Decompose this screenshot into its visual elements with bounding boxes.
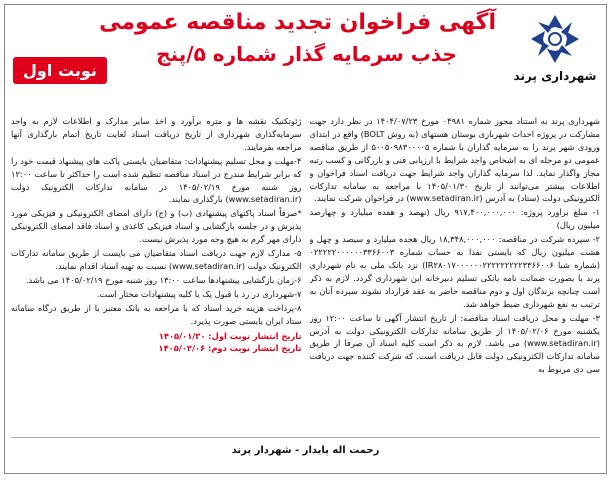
- item-2-deposit: ۲- سپرده شرکت در مناقصه: ۱۸,۳۴۸,۰۰۰,۰۰۰ ریال هجده میلیارد و سیصد و چهل و هشت میلیون ریال که بایستی نقدا به حساب شماره ۰۲۲۲۲۲۰۰۰۰۰۰۳۳۶۶۰۰۳ (شماره شبا IR۲۸۰۱۷۰۰۰۰۰۰۲۲۲۲۲۲۲۲۲۳۳۶۶۰۰۶) نزد بانک ملی به نام شهرداری پرند یا بصورت ضمانت نامه بانکی تسلیم دبیرخانه این شهرداری گردد. لازم به ذکر است چنانچه برندگان اول و دوم مناقصه حاضر به عقد قرارداد نشوند سپرده آنان به ترتیب به نفع شهرداری ضبط خواهد شد.: [309, 234, 600, 309]
- notice-title: [99, 7, 496, 69]
- notice-page: [4, 4, 607, 474]
- item-7-rights: ۷-شهرداری در رد یا قبول یک یا کلیه پیشنهادات مختار است.: [96, 288, 302, 299]
- footer-signature: رحمت اله پایدار - شهردار پرند: [231, 445, 380, 456]
- title-line-2: جذب سرمایه گذار شماره ۵/پنج: [156, 42, 457, 66]
- title-line-1: آگهی فراخوان تجدید مناقصه عمومی: [99, 10, 496, 35]
- publication-dates: [11, 330, 302, 356]
- first-publication-date: تاریخ انتشار نوبت اول: ۱۴۰۵/۰۱/۳۰: [158, 330, 302, 341]
- item-4-submission: ۴-مهلت و محل تسلیم پیشنهادات: متقاضیان بایستی پاکت های پیشنهاد قیمت خود را که برابر شرایط مندرج در اسناد مناقصه تنظیم شده است را حداکثر تا ساعت ۱۲:۰۰ روز شنبه مورخ ۱۴۰۵/۰۲/۱۹ در سامانه تدارکات الکترونیک دولت (www.setadiran.ir) بارگذاری نمایند.: [11, 155, 302, 205]
- header: [5, 5, 606, 109]
- item-6-opening: ۶-زمان بازگشایی پیشنهادها ساعت ۱۳:۰۰ روز شنبه مورخ ۱۴۰۵/۰۲/۱۹ می باشد.: [25, 274, 302, 285]
- item-1-estimate: ۱- مبلغ براورد پروژه: ۹۱۷,۴۰۰,۰۰۰,۰۰۰ ریال (نهصد و هفده میلیارد و چهارصد میلیون ریال): [309, 207, 600, 231]
- logo-text: شهرداری پرند: [513, 69, 597, 83]
- footer-divider: [11, 437, 600, 438]
- second-publication-date: تاریخ انتشار نوبت دوم: ۱۴۰۵/۰۲/۰۶: [158, 343, 302, 354]
- body-columns: [11, 115, 600, 435]
- item-3-documents: ۳- مهلت و محل دریافت اسناد مناقصه: از تاریخ انتشار آگهی تا ساعت ۱۲:۰۰ روز یکشنبه مورخ ۱۴۰۵/۰۲/۰۶ از طریق سامانه تدارکات الکترونیکی دولت به آدرس (www.setadiran.ir) می باشد. لازم به ذکر است کلیه اسناد آن صرفا از طریق سامانه تدارکات الکترونیکی دولت قابل دریافت است. که شرکت کننده جهت دریافت سی دی مربوط به: [309, 312, 600, 375]
- continuation-paragraph: ژئوتکنیک نقشه ها و متره برآورد و اخذ سایر مدارک و اطلاعات لازم به واحد سرمایه‌گذاری شهرداری از تاریخ دریافت اسناد لغایت تاریخ اتمام بارگذاری آنها مراجعه بفرمایند.: [11, 116, 302, 152]
- note-signatures: *صرفاً اسناد پاکتهای پیشنهادی (ب) و (ج) دارای امضای الکترونیکی و فیزیکی مورد پذیرش و در جلسه بازگشایی و اسناد فیزیکی کاغذی و اسناد فاقد امضای الکترونیکی دارای مهر گرم به هیچ وجه مورد پذیرش نیست.: [11, 208, 302, 245]
- left-column: [11, 115, 302, 435]
- municipality-logo: [512, 11, 598, 83]
- intro-paragraph: شهرداری پرند به استناد مجوز شماره ۰۴۹۸۱ مورخ ۱۴۰۴/۰۷/۲۳ در نظر دارد جهت مشارکت در پروژه احداث شهربازی بوستان هستهای (به روش BOLT) واقع در ابتدای ورودی شهر پرند را به سرمایه گذاران با شماره ۵۰۰۵۰۹۸۳۰۰۰۰۵ از طریق مناقصه عمومی دو مرحله ای به اشخاص واجد شرایط با ارزیابی فنی و بازرگانی و کسب رتبه مجاز واگذار نماید. لذا سرمایه گذاران واجد شرایط جهت دریافت اسناد فراخوان و اطلاعات بیشتر می‌توانند از تاریخ ۱۴۰۵/۰۱/۳۰ با مراجعه به سامانه تدارکات الکترونیکی دولت (ستاد) به آدرس (www.setadiran.ir) در فراخوان شرکت نمایند.: [309, 116, 600, 204]
- item-5-requirements: ۵- مدارک لازم جهت دریافت اسناد متقاضیان می بایست از طریق سامانه تدارکات الکترونیک دولت (www.setadiran.ir) نسبت به تهیه اسناد اقدام نمایند.: [11, 248, 302, 271]
- item-8-payment: ۸-پرداخت هزینه خرید اسناد که با مراجعه به بانک معتبر یا از طریق درگاه سامانه ستاد ایران بایستی صورت پذیرد.: [11, 302, 302, 326]
- right-column: [310, 115, 601, 435]
- logo-emblem-icon: [527, 11, 583, 67]
- round-badge: نوبت اول: [13, 57, 107, 84]
